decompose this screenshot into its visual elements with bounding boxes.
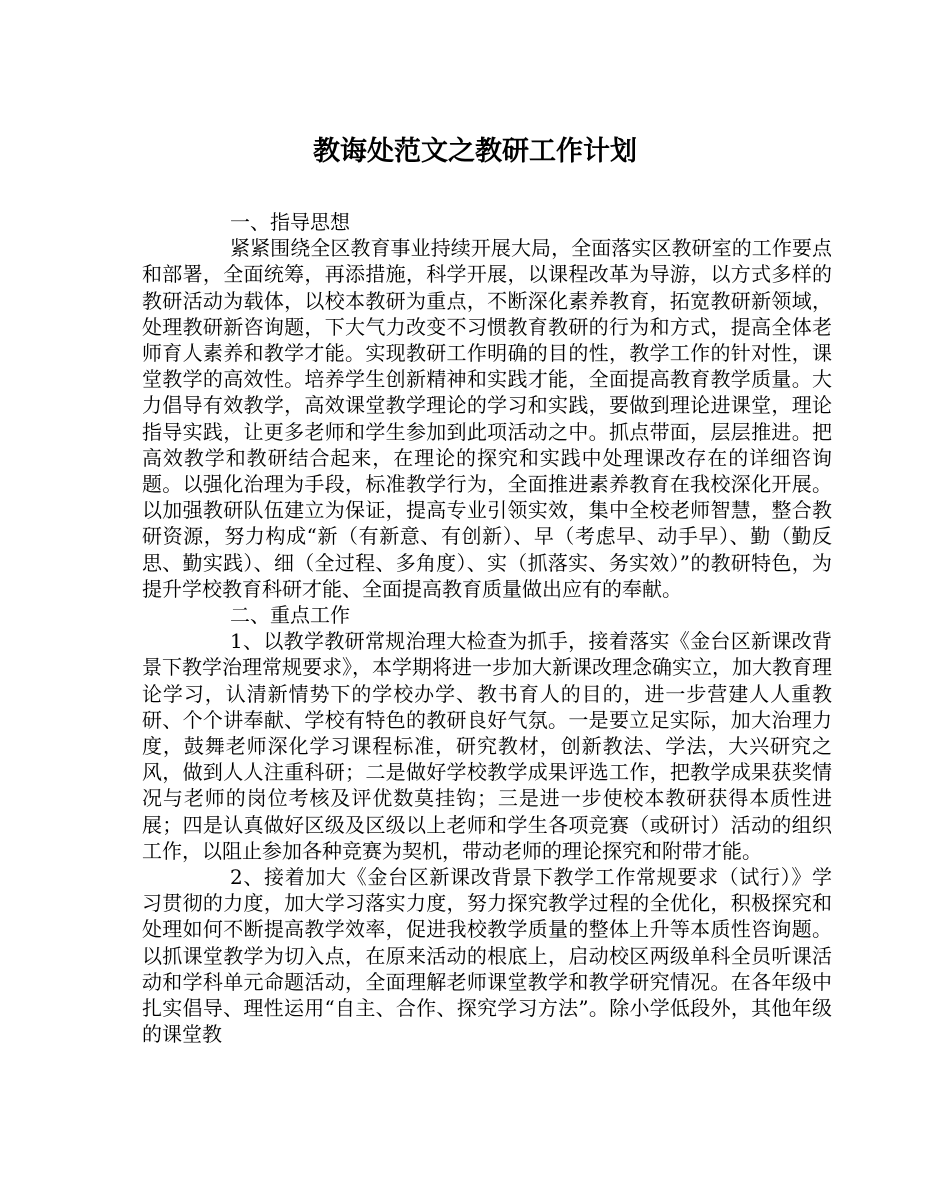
document-body: [142, 209, 832, 1048]
paragraph-key-work-1: 1、以教学教研常规治理大检查为抓手，接着落实《金台区新课改背景下教学治理常规要求》，本学期将进一步加大新课改理念确实立，加大教育理论学习，认清新情势下的学校办学、教书育人的目的，进一步营建人人重教研、个个讲奉献、学校有特色的教研良好气氛。一是要立足实际，加大治理力度，鼓舞老师深化学习课程标准，研究教材，创新教法、学法，大兴研究之风，做到人人注重科研；二是做好学校教学成果评选工作，把教学成果获奖情况与老师的岗位考核及评优数莫挂钩；三是进一步使校本教研获得本质性进展；四是认真做好区级及区级以上老师和学生各项竞赛（或研讨）活动的组织工作，以阻止参加各种竞赛为契机，带动老师的理论探究和附带才能。: [142, 629, 832, 863]
section-heading-key-work: 二、重点工作: [230, 603, 350, 628]
document-title: 教诲处范文之教研工作计划: [313, 136, 637, 167]
paragraph-key-work-2: 2、接着加大《金台区新课改背景下教学工作常规要求（试行）》学习贯彻的力度，加大学习落实力度，努力探究教学过程的全优化，积极探究和处理如何不断提高教学效率，促进我校教学质量的整体上升等本质性咨询题。以抓课堂教学为切入点，在原来活动的根底上，启动校区两级单科全员听课活动和学科单元命题活动，全面理解老师课堂教学和教学研究情况。在各年级中扎实倡导、理性运用“自主、合作、探究学习方法”。除小学低段外，其他年级的课堂教: [142, 865, 832, 1047]
section-heading-guiding-thought: 一、指导思想: [230, 210, 350, 234]
paragraph-guiding-thought: 紧紧围绕全区教育事业持续开展大局，全面落实区教研室的工作要点和部署，全面统筹，再添措施，科学开展，以课程改革为导游，以方式多样的教研活动为载体，以校本教研为重点，不断深化素养教育，拓宽教研新领域，处理教研新咨询题，下大气力改变不习惯教育教研的行为和方式，提高全体老师育人素养和教学才能。实现教研工作明确的目的性，教学工作的针对性，课堂教学的高效性。培养学生创新精神和实践才能，全面提高教育教学质量。大力倡导有效教学，高效课堂教学理论的学习和实践，要做到理论进课堂，理论指导实践，让更多老师和学生参加到此项活动之中。抓点带面，层层推进。把高效教学和教研结合起来，在理论的探究和实践中处理课改存在的详细咨询题。以强化治理为手段，标准教学行为，全面推进素养教育在我校深化开展。以加强教研队伍建立为保证，提高专业引领实效，集中全校老师智慧，整合教研资源，努力构成“新（有新意、有创新）、早（考虑早、动手早）、勤（勤反思、勤实践）、细（全过程、多角度）、实（抓落实、务实效）”的教研特色，为提升学校教育科研才能、全面提高教育质量做出应有的奉献。: [142, 236, 832, 601]
